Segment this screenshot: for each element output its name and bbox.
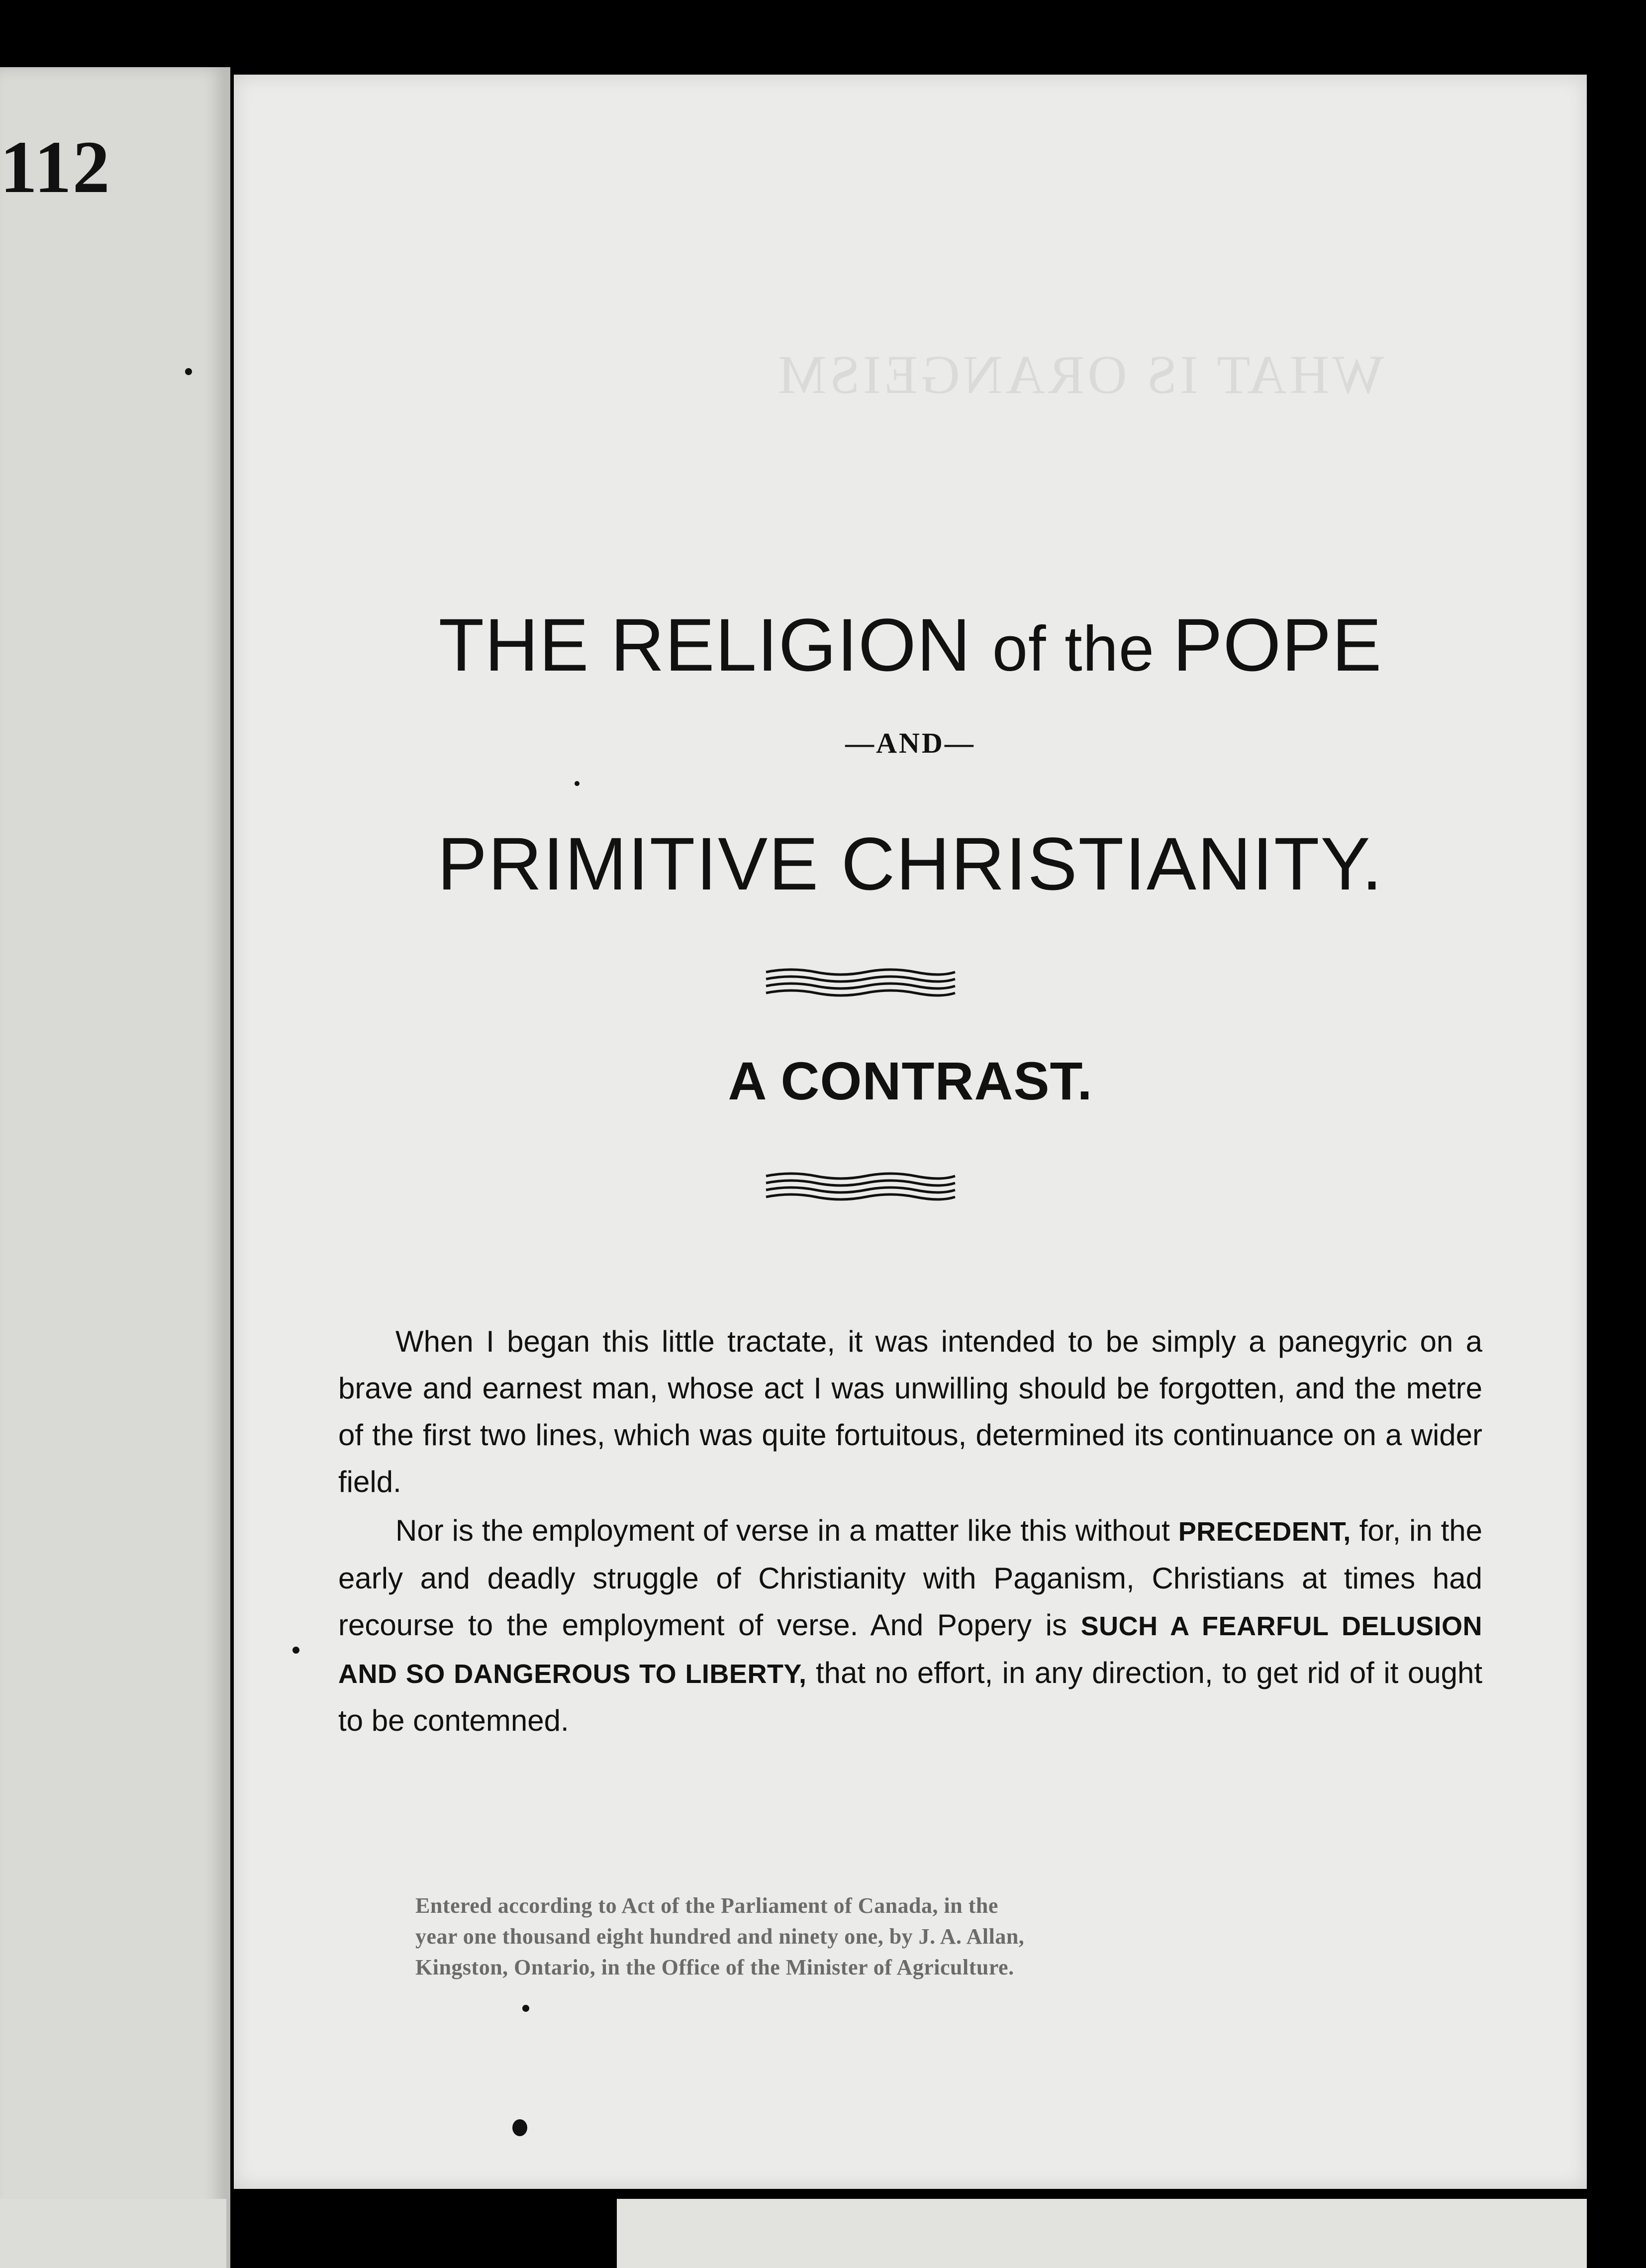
- title-line-2: PRIMITIVE CHRISTIANITY.: [437, 822, 1383, 905]
- title-connector: —AND—: [845, 727, 975, 759]
- adjacent-page-strip: [0, 67, 230, 2268]
- wavy-rule-bottom: [761, 1169, 960, 1204]
- p2-text-a: Nor is the employment of verse in a matter like this without: [395, 1514, 1178, 1547]
- title-pope: POPE: [1172, 603, 1382, 687]
- adjacent-page-bottom: [617, 2199, 1587, 2268]
- speck: [522, 2005, 529, 2012]
- title-of-the: of the: [992, 613, 1173, 685]
- p2-text-c: for, in the early and deadly struggle of Christianity with Paganism, Christians at times had recourse to the employment of verse. And Popery is: [338, 1514, 1483, 1642]
- p2-precedent: PRECEDENT,: [1178, 1517, 1351, 1547]
- frame-number: 112: [0, 126, 111, 208]
- title-religion: THE RELIGION: [438, 603, 992, 687]
- paragraph-intro: When I began this little tractate, it was intended to be simply a panegyric on a brave and earnest man, whose act I was unwilling should be forgotten, and the metre of the first two lines, which was quite fortuitous, determined its continuance on a wider field.: [338, 1325, 1482, 1498]
- p2-fearful-delusion: SUCH A FEARFUL DELUSION AND SO DANGEROUS TO LIBERTY,: [338, 1611, 1482, 1689]
- speck: [512, 2119, 527, 2136]
- p2-text-e: that no effort, in any direction, to get rid of it ought to be contemned.: [338, 1656, 1482, 1737]
- copyright-line-3: Kingston, Ontario, in the Office of the Minister of Agriculture.: [415, 1955, 1014, 1979]
- document-page: [234, 75, 1587, 2189]
- speck: [292, 1647, 299, 1654]
- wavy-rule-top: [761, 965, 960, 1000]
- speck: [575, 781, 580, 786]
- adjacent-page-bottom-left: [0, 2199, 226, 2268]
- copyright-line-2: year one thousand eight hundred and ninety one, by J. A. Allan,: [415, 1924, 1025, 1949]
- copyright-notice: [415, 1890, 1311, 1983]
- speck: [185, 368, 192, 375]
- title-line-1: [234, 602, 1587, 688]
- copyright-line-1: Entered according to Act of the Parliament of Canada, in the: [415, 1893, 998, 1918]
- subtitle-contrast: A CONTRAST.: [728, 1051, 1093, 1111]
- paragraph-precedent: [338, 1507, 1482, 1744]
- bleedthrough-text: WHAT IS ORANGEISM: [775, 344, 1384, 405]
